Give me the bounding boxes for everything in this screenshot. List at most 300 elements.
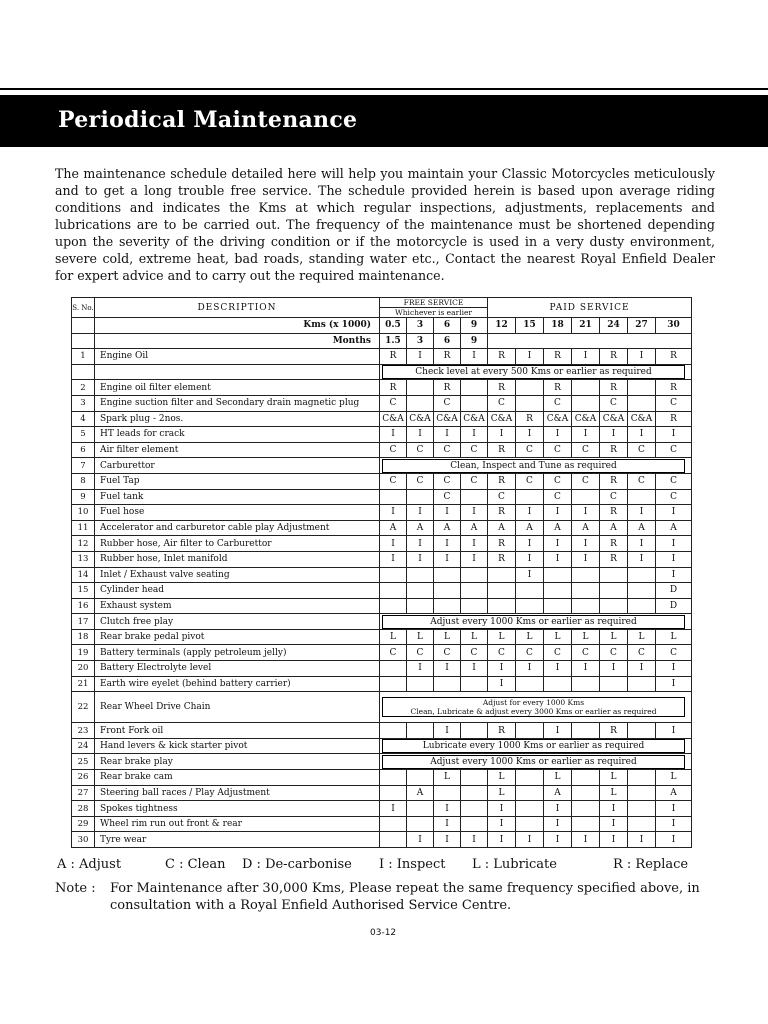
row-cell: I <box>461 661 488 677</box>
row-cell <box>407 395 434 411</box>
row-cell: I <box>544 427 572 443</box>
row-cell <box>461 567 488 583</box>
row-cell <box>461 770 488 786</box>
row-cell: I <box>407 349 434 365</box>
table-row <box>72 692 692 723</box>
row-cell: I <box>544 816 572 832</box>
free-service-sub: Whichever is earlier <box>395 308 472 317</box>
row-cell: C <box>461 442 488 458</box>
row-cell: I <box>488 661 516 677</box>
row-cell: I <box>380 536 407 552</box>
row-cell <box>488 567 516 583</box>
row-cell: I <box>516 505 544 521</box>
table-row <box>72 832 692 848</box>
row-cell: C <box>488 489 516 505</box>
row-span-cell <box>380 458 692 474</box>
row-cell: A <box>544 520 572 536</box>
row-description: Carburettor <box>95 458 380 474</box>
row-description <box>95 364 380 380</box>
kms-row <box>72 318 692 334</box>
row-cell: A <box>516 520 544 536</box>
row-cell <box>461 816 488 832</box>
row-number: 21 <box>72 676 95 692</box>
row-cell: I <box>572 427 600 443</box>
row-cell <box>488 598 516 614</box>
row-number: 16 <box>72 598 95 614</box>
row-cell: R <box>488 536 516 552</box>
free-service-header <box>380 298 488 318</box>
row-cell: C <box>600 645 628 661</box>
row-cell: L <box>656 770 692 786</box>
row-description: Rear brake play <box>95 754 380 770</box>
row-cell: C&A <box>407 411 434 427</box>
row-description: Rubber hose, Air filter to Carburettor <box>95 536 380 552</box>
row-number: 15 <box>72 583 95 599</box>
row-cell: C <box>516 473 544 489</box>
row-cell: I <box>488 832 516 848</box>
row-cell: R <box>380 380 407 396</box>
table-row <box>72 614 692 630</box>
row-number: 7 <box>72 458 95 474</box>
row-cell: I <box>516 661 544 677</box>
kms-3: 9 <box>461 318 488 334</box>
row-cell <box>516 395 544 411</box>
row-description: Inlet / Exhaust valve seating <box>95 567 380 583</box>
row-cell <box>572 770 600 786</box>
row-cell: I <box>656 723 692 739</box>
row-cell: I <box>544 801 572 817</box>
row-cell: I <box>656 567 692 583</box>
row-span-cell <box>380 692 692 723</box>
kms-1: 3 <box>407 318 434 334</box>
table-row <box>72 520 692 536</box>
row-cell <box>516 380 544 396</box>
row-number: 1 <box>72 349 95 365</box>
row-number: 8 <box>72 473 95 489</box>
row-cell: I <box>516 349 544 365</box>
row-cell <box>572 598 600 614</box>
span-note-line: Adjust every 1000 Kms or earlier as required <box>430 756 637 767</box>
row-cell <box>628 489 656 505</box>
row-cell <box>600 598 628 614</box>
row-cell <box>434 583 461 599</box>
row-cell <box>628 770 656 786</box>
row-cell <box>516 598 544 614</box>
row-cell: C&A <box>380 411 407 427</box>
row-cell: A <box>656 520 692 536</box>
row-cell: C <box>544 442 572 458</box>
months-0: 1.5 <box>380 333 407 349</box>
row-cell: C <box>380 645 407 661</box>
row-cell: A <box>656 785 692 801</box>
row-cell: C <box>544 645 572 661</box>
row-cell: R <box>488 442 516 458</box>
kms-4: 12 <box>488 318 516 334</box>
row-cell: I <box>434 505 461 521</box>
page-title: Periodical Maintenance <box>58 107 358 133</box>
row-cell: I <box>516 427 544 443</box>
row-description: Fuel hose <box>95 505 380 521</box>
kms-2: 6 <box>434 318 461 334</box>
row-cell: I <box>572 551 600 567</box>
row-cell: I <box>628 536 656 552</box>
row-cell <box>380 785 407 801</box>
title-bar <box>0 95 768 147</box>
row-number: 3 <box>72 395 95 411</box>
row-cell: I <box>461 349 488 365</box>
months-1: 3 <box>407 333 434 349</box>
row-cell <box>572 785 600 801</box>
row-cell: C <box>656 395 692 411</box>
row-number: 13 <box>72 551 95 567</box>
kms-9: 27 <box>628 318 656 334</box>
row-cell: L <box>600 770 628 786</box>
row-cell <box>572 723 600 739</box>
row-cell: I <box>407 427 434 443</box>
row-cell <box>407 380 434 396</box>
row-cell: R <box>600 505 628 521</box>
kms-label: Kms (x 1000) <box>95 318 380 334</box>
row-cell: A <box>380 520 407 536</box>
row-cell <box>628 723 656 739</box>
row-cell: C <box>628 645 656 661</box>
row-description: Spokes tightness <box>95 801 380 817</box>
row-cell: C&A <box>600 411 628 427</box>
row-cell: C <box>407 442 434 458</box>
row-cell: I <box>407 505 434 521</box>
row-cell <box>407 567 434 583</box>
row-cell: I <box>407 832 434 848</box>
row-cell: R <box>600 380 628 396</box>
kms-10: 30 <box>656 318 692 334</box>
row-span-cell <box>380 364 692 380</box>
row-cell: I <box>656 816 692 832</box>
row-number: 24 <box>72 738 95 754</box>
row-cell <box>380 489 407 505</box>
row-cell: R <box>656 380 692 396</box>
row-cell: I <box>572 505 600 521</box>
table-row <box>72 816 692 832</box>
row-cell: I <box>600 832 628 848</box>
row-cell <box>628 801 656 817</box>
row-description: Rear brake pedal pivot <box>95 629 380 645</box>
row-cell: C <box>572 442 600 458</box>
row-cell <box>628 676 656 692</box>
row-cell: I <box>461 505 488 521</box>
row-cell: I <box>600 427 628 443</box>
table-row <box>72 754 692 770</box>
table-row <box>72 598 692 614</box>
row-cell: I <box>407 536 434 552</box>
row-cell: C <box>407 473 434 489</box>
row-cell: C <box>461 473 488 489</box>
row-cell <box>544 583 572 599</box>
table-row <box>72 380 692 396</box>
kms-6: 18 <box>544 318 572 334</box>
table-body <box>72 349 692 848</box>
row-cell <box>516 801 544 817</box>
row-description: Engine oil filter element <box>95 380 380 396</box>
row-number: 11 <box>72 520 95 536</box>
row-cell: I <box>380 505 407 521</box>
kms-7: 21 <box>572 318 600 334</box>
legend-decarbonise: D : De-carbonise <box>242 857 352 872</box>
row-cell: C <box>488 395 516 411</box>
months-2: 6 <box>434 333 461 349</box>
row-cell: I <box>516 567 544 583</box>
row-cell <box>600 583 628 599</box>
note-body: For Maintenance after 30,000 Kms, Please repeat the same frequency specified above, in consultation with a Royal Enfield Authorised Service Centre. <box>110 881 700 913</box>
row-cell: I <box>488 676 516 692</box>
row-description: Rubber hose, Inlet manifold <box>95 551 380 567</box>
table-row <box>72 567 692 583</box>
row-cell: I <box>572 349 600 365</box>
row-cell: I <box>434 816 461 832</box>
row-cell <box>544 567 572 583</box>
row-cell: I <box>656 427 692 443</box>
row-description: Earth wire eyelet (behind battery carrier) <box>95 676 380 692</box>
span-note-line: Adjust every 1000 Kms or earlier as required <box>430 616 637 627</box>
table-row <box>72 551 692 567</box>
row-cell: I <box>628 505 656 521</box>
table-row <box>72 505 692 521</box>
row-number: 6 <box>72 442 95 458</box>
row-cell: C <box>544 473 572 489</box>
row-cell: R <box>600 442 628 458</box>
row-description: Fuel Tap <box>95 473 380 489</box>
row-cell: I <box>516 536 544 552</box>
row-cell <box>572 816 600 832</box>
row-number: 9 <box>72 489 95 505</box>
row-cell <box>572 395 600 411</box>
free-service-label: FREE SERVICE <box>380 298 487 308</box>
row-span-cell <box>380 754 692 770</box>
row-cell: R <box>488 349 516 365</box>
row-cell <box>572 676 600 692</box>
row-cell <box>628 816 656 832</box>
row-description: Front Fork oil <box>95 723 380 739</box>
row-number: 29 <box>72 816 95 832</box>
span-note <box>382 459 685 473</box>
row-cell <box>380 676 407 692</box>
row-cell <box>380 661 407 677</box>
row-cell: I <box>461 551 488 567</box>
row-number: 12 <box>72 536 95 552</box>
row-cell <box>516 489 544 505</box>
row-cell: I <box>380 551 407 567</box>
row-cell <box>628 583 656 599</box>
row-cell <box>600 676 628 692</box>
row-description: Clutch free play <box>95 614 380 630</box>
row-number: 25 <box>72 754 95 770</box>
row-description: Rear brake cam <box>95 770 380 786</box>
row-cell: I <box>461 427 488 443</box>
row-cell: I <box>516 551 544 567</box>
row-cell: C <box>656 473 692 489</box>
row-cell: L <box>516 629 544 645</box>
row-cell: C <box>434 489 461 505</box>
row-cell: I <box>656 801 692 817</box>
row-number: 26 <box>72 770 95 786</box>
row-cell: R <box>488 473 516 489</box>
row-cell: R <box>600 551 628 567</box>
row-cell <box>572 583 600 599</box>
legend-inspect: I : Inspect <box>379 857 446 872</box>
row-cell <box>572 801 600 817</box>
row-cell: L <box>544 770 572 786</box>
kms-8: 24 <box>600 318 628 334</box>
table-row <box>72 629 692 645</box>
row-cell: L <box>600 785 628 801</box>
row-cell: C <box>407 645 434 661</box>
row-number: 18 <box>72 629 95 645</box>
row-description: Accelerator and carburetor cable play Adjustment <box>95 520 380 536</box>
table-row <box>72 661 692 677</box>
row-cell <box>516 816 544 832</box>
row-cell <box>572 380 600 396</box>
row-cell: R <box>488 551 516 567</box>
row-cell: R <box>544 380 572 396</box>
row-cell: C <box>600 395 628 411</box>
span-note <box>382 697 685 717</box>
row-description: Spark plug - 2nos. <box>95 411 380 427</box>
row-cell: C <box>488 645 516 661</box>
row-cell: R <box>488 505 516 521</box>
row-cell: I <box>628 349 656 365</box>
row-cell: C <box>380 442 407 458</box>
row-cell <box>461 785 488 801</box>
page-number: 03-12 <box>370 928 397 938</box>
row-cell: I <box>407 551 434 567</box>
row-cell <box>434 567 461 583</box>
row-cell: I <box>434 801 461 817</box>
row-cell: I <box>656 551 692 567</box>
row-cell: R <box>600 473 628 489</box>
row-cell: I <box>600 801 628 817</box>
row-cell: I <box>544 536 572 552</box>
top-rule <box>0 88 768 90</box>
row-cell <box>572 489 600 505</box>
row-cell: I <box>434 723 461 739</box>
row-cell: C <box>434 645 461 661</box>
row-cell: L <box>628 629 656 645</box>
row-number: 27 <box>72 785 95 801</box>
row-cell: L <box>488 770 516 786</box>
row-cell: C <box>380 473 407 489</box>
row-cell <box>461 723 488 739</box>
row-cell: I <box>656 676 692 692</box>
table-row-note <box>72 364 692 380</box>
table-row <box>72 801 692 817</box>
row-cell: C <box>656 442 692 458</box>
sno-header: S. No. <box>72 298 95 318</box>
row-cell: I <box>434 427 461 443</box>
row-number: 22 <box>72 692 95 723</box>
row-cell: I <box>434 832 461 848</box>
row-cell: C&A <box>461 411 488 427</box>
row-cell: C <box>434 473 461 489</box>
row-cell <box>516 583 544 599</box>
row-description: Fuel tank <box>95 489 380 505</box>
row-cell: I <box>488 427 516 443</box>
row-cell: C <box>516 645 544 661</box>
row-cell: I <box>461 832 488 848</box>
row-cell: R <box>544 349 572 365</box>
row-description: Hand levers & kick starter pivot <box>95 738 380 754</box>
row-cell: A <box>434 520 461 536</box>
legend-replace: R : Replace <box>613 857 689 872</box>
span-note-line: Lubricate every 1000 Kms or earlier as required <box>422 741 645 752</box>
row-number: 20 <box>72 661 95 677</box>
row-cell: C&A <box>544 411 572 427</box>
row-cell: I <box>488 801 516 817</box>
row-cell: L <box>434 629 461 645</box>
row-description: Exhaust system <box>95 598 380 614</box>
row-cell: C&A <box>434 411 461 427</box>
row-cell: C <box>572 645 600 661</box>
months-3: 9 <box>461 333 488 349</box>
row-cell <box>380 598 407 614</box>
kms-0: 0.5 <box>380 318 407 334</box>
row-cell: I <box>544 832 572 848</box>
table-row <box>72 427 692 443</box>
row-cell: L <box>434 770 461 786</box>
table-row <box>72 676 692 692</box>
row-cell: I <box>544 661 572 677</box>
row-cell: R <box>516 411 544 427</box>
table-row <box>72 473 692 489</box>
span-note-line: Clean, Inspect and Tune as required <box>450 460 617 471</box>
row-cell: I <box>544 723 572 739</box>
row-number: 2 <box>72 380 95 396</box>
row-cell: L <box>656 629 692 645</box>
row-span-cell <box>380 614 692 630</box>
row-cell <box>488 583 516 599</box>
row-cell <box>516 770 544 786</box>
row-cell <box>407 801 434 817</box>
row-cell: I <box>544 551 572 567</box>
row-cell: C <box>434 442 461 458</box>
row-number: 19 <box>72 645 95 661</box>
row-cell: I <box>434 551 461 567</box>
row-cell: I <box>656 505 692 521</box>
row-cell <box>407 489 434 505</box>
legend-clean: C : Clean <box>165 857 226 872</box>
row-cell: R <box>600 349 628 365</box>
row-cell: I <box>380 427 407 443</box>
row-number: 14 <box>72 567 95 583</box>
table-row <box>72 411 692 427</box>
row-cell: R <box>488 723 516 739</box>
paid-service-header: PAID SERVICE <box>488 298 692 318</box>
span-note-line: Adjust for every 1000 Kms <box>482 698 585 708</box>
row-cell: R <box>656 349 692 365</box>
row-number: 17 <box>72 614 95 630</box>
row-description: Cylinder head <box>95 583 380 599</box>
row-number: 10 <box>72 505 95 521</box>
row-cell <box>407 676 434 692</box>
row-cell: C <box>516 442 544 458</box>
row-cell: L <box>600 629 628 645</box>
row-cell <box>628 598 656 614</box>
row-cell: I <box>434 536 461 552</box>
row-cell: I <box>572 536 600 552</box>
row-cell: C <box>434 395 461 411</box>
row-cell <box>628 395 656 411</box>
row-cell <box>407 723 434 739</box>
row-cell <box>544 598 572 614</box>
row-number: 5 <box>72 427 95 443</box>
